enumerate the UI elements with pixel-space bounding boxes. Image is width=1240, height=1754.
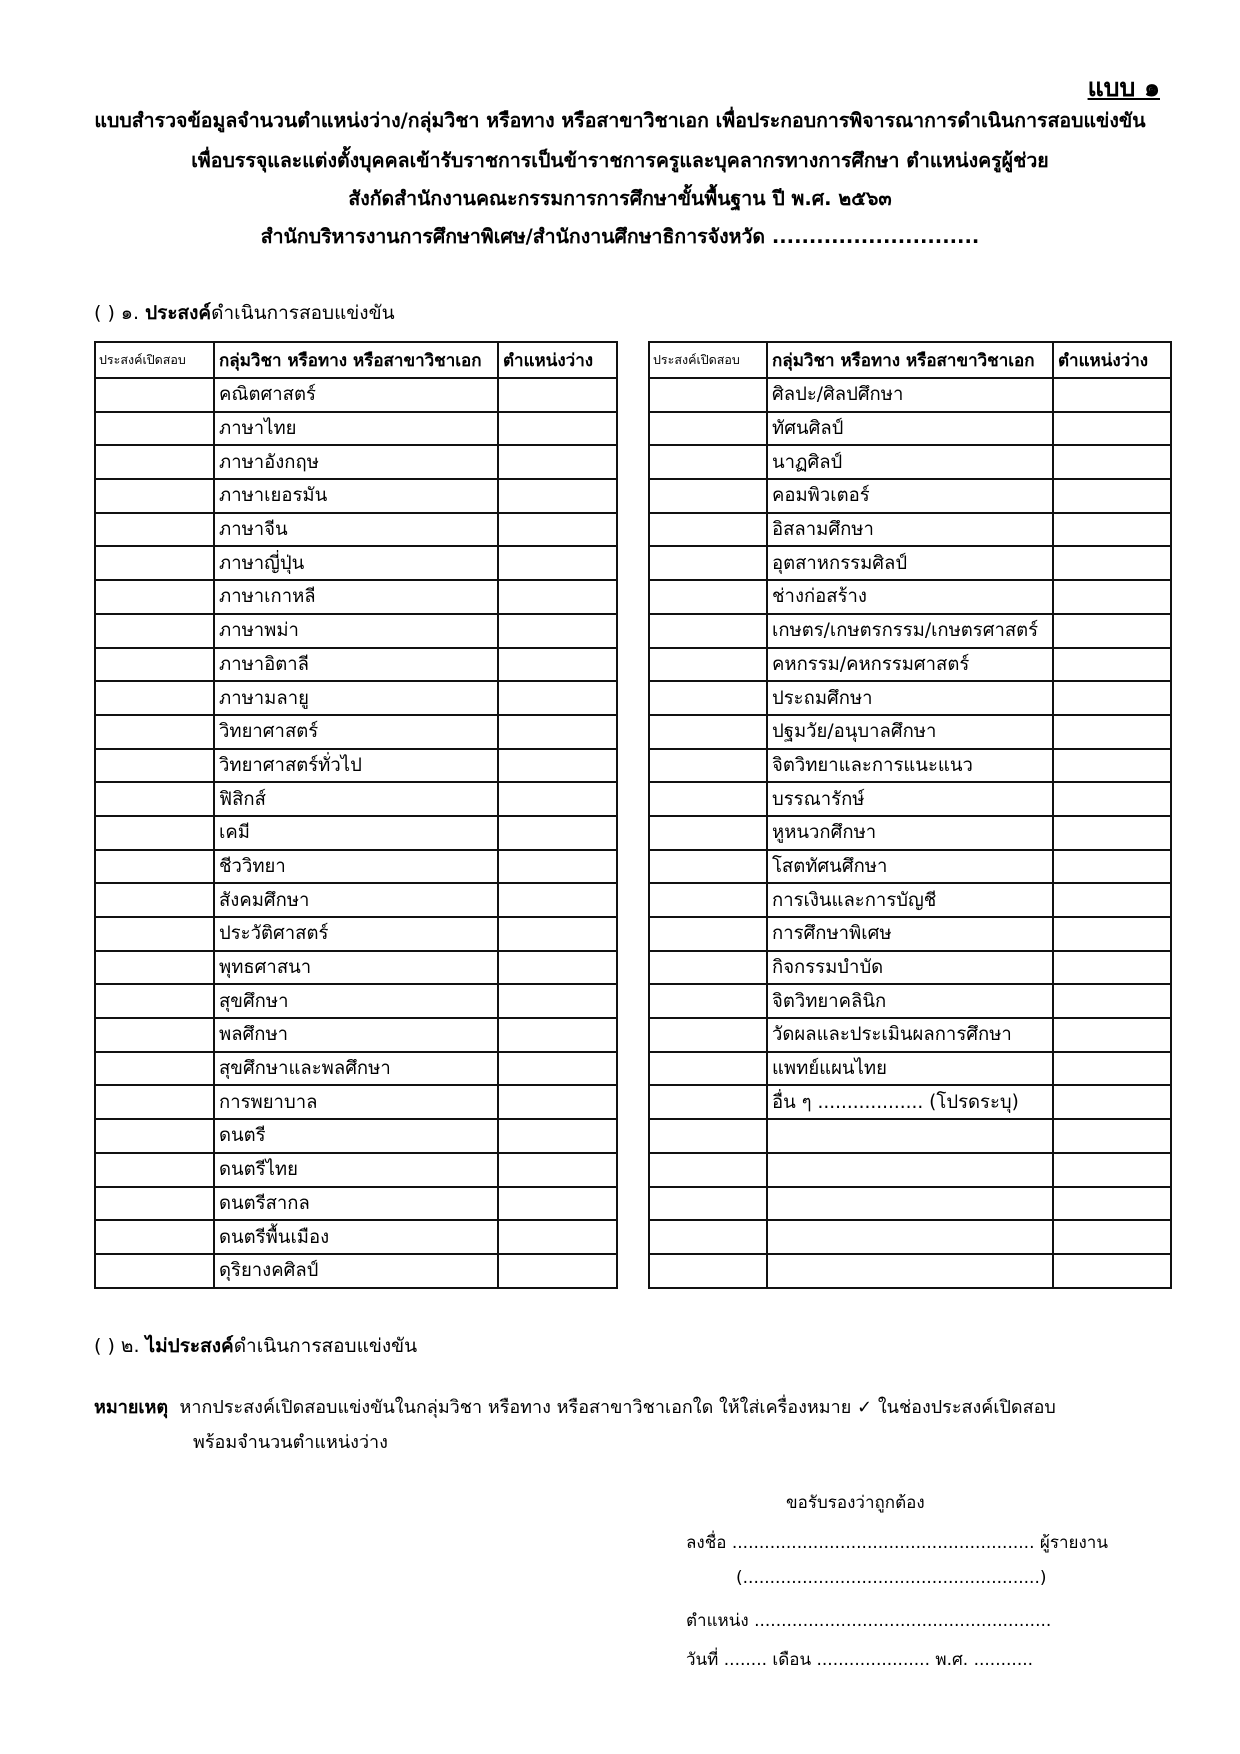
want-exam-cell[interactable]: [95, 917, 214, 951]
table-row: [649, 1254, 1171, 1288]
table-row: [649, 850, 1171, 884]
table-header-row: [649, 342, 1171, 378]
want-exam-cell[interactable]: [95, 1052, 214, 1086]
subject-cell: [767, 1187, 1053, 1221]
want-exam-cell[interactable]: [95, 445, 214, 479]
subject-cell: ช่างก่อสร้าง: [767, 580, 1053, 614]
vacancies-cell[interactable]: [498, 378, 617, 412]
header-vacancies: ตำแหน่งว่าง: [1053, 342, 1171, 378]
vacancies-cell[interactable]: [498, 513, 617, 547]
option-1-text: ดำเนินการสอบแข่งขัน: [211, 302, 395, 324]
want-exam-cell[interactable]: [649, 546, 767, 580]
title-line-3: สังกัดสำนักงานคณะกรรมการการศึกษาขั้นพื้นฐาน ปี พ.ศ. ๒๕๖๓: [348, 187, 892, 210]
vacancies-cell[interactable]: [1053, 883, 1171, 917]
want-exam-cell[interactable]: [649, 749, 767, 783]
subject-cell: ดนตรีพื้นเมือง: [214, 1220, 498, 1254]
vacancies-cell[interactable]: [1053, 984, 1171, 1018]
vacancies-cell[interactable]: [1053, 1085, 1171, 1119]
subject-cell: ภาษามลายู: [214, 681, 498, 715]
subject-cell: สุขศึกษา: [214, 984, 498, 1018]
subject-cell: ภาษาเกาหลี: [214, 580, 498, 614]
table-row: [649, 580, 1171, 614]
vacancies-cell[interactable]: [498, 917, 617, 951]
table-row: [649, 445, 1171, 479]
want-exam-cell[interactable]: [95, 1119, 214, 1153]
want-exam-cell[interactable]: [649, 1254, 767, 1288]
subject-cell: ภาษาเยอรมัน: [214, 479, 498, 513]
vacancies-cell[interactable]: [498, 782, 617, 816]
table-row: [649, 1018, 1171, 1052]
option-2-checkbox[interactable]: ( ): [94, 1335, 115, 1357]
want-exam-cell[interactable]: [649, 378, 767, 412]
vacancies-cell[interactable]: [498, 850, 617, 884]
vacancies-cell[interactable]: [1053, 479, 1171, 513]
option-1-bold: ประสงค์: [145, 302, 212, 324]
want-exam-cell[interactable]: [95, 648, 214, 682]
want-exam-cell[interactable]: [649, 681, 767, 715]
vacancies-cell[interactable]: [498, 1018, 617, 1052]
subject-cell: วัดผลและประเมินผลการศึกษา: [767, 1018, 1053, 1052]
table-row: [649, 513, 1171, 547]
form-code: แบบ ๑: [1087, 73, 1160, 102]
subject-cell: [767, 1119, 1053, 1153]
subject-cell: ดนตรีสากล: [214, 1187, 498, 1221]
subject-cell: คหกรรม/คหกรรมศาสตร์: [767, 648, 1053, 682]
option-2-bold: ไม่ประสงค์: [145, 1335, 234, 1357]
subject-cell: หูหนวกศึกษา: [767, 816, 1053, 850]
vacancies-cell[interactable]: [498, 715, 617, 749]
subject-cell: แพทย์แผนไทย: [767, 1052, 1053, 1086]
subject-cell: กิจกรรมบำบัด: [767, 951, 1053, 985]
table-row: [649, 883, 1171, 917]
want-exam-cell[interactable]: [649, 412, 767, 446]
table-row: [95, 1085, 617, 1119]
option-1: [94, 298, 395, 328]
vacancies-cell[interactable]: [1053, 782, 1171, 816]
subject-cell: ภาษาพม่า: [214, 614, 498, 648]
want-exam-cell[interactable]: [95, 378, 214, 412]
note-text-1: หากประสงค์เปิดสอบแข่งขันในกลุ่มวิชา หรือทาง หรือสาขาวิชาเอกใด ให้ใส่เครื่องหมาย: [179, 1397, 852, 1418]
want-exam-cell[interactable]: [95, 1220, 214, 1254]
want-exam-cell[interactable]: [649, 1018, 767, 1052]
vacancies-cell[interactable]: [1053, 749, 1171, 783]
vacancies-cell[interactable]: [498, 479, 617, 513]
want-exam-cell[interactable]: [95, 546, 214, 580]
want-exam-cell[interactable]: [649, 1220, 767, 1254]
vacancies-cell[interactable]: [498, 648, 617, 682]
header-vacancies: ตำแหน่งว่าง: [498, 342, 617, 378]
check-mark-icon: ✓: [857, 1397, 873, 1418]
vacancies-cell[interactable]: [1053, 580, 1171, 614]
subject-cell: ดุริยางคศิลป์: [214, 1254, 498, 1288]
subject-cell: ศิลปะ/ศิลปศึกษา: [767, 378, 1053, 412]
subjects-table-left: [94, 341, 618, 1289]
table-row: [95, 445, 617, 479]
table-row: [649, 984, 1171, 1018]
want-exam-cell[interactable]: [649, 951, 767, 985]
subject-cell: การศึกษาพิเศษ: [767, 917, 1053, 951]
subject-cell: บรรณารักษ์: [767, 782, 1053, 816]
subject-cell: ภาษาญี่ปุ่น: [214, 546, 498, 580]
table-row: [95, 1119, 617, 1153]
want-exam-cell[interactable]: [95, 1018, 214, 1052]
table-row: [649, 1153, 1171, 1187]
vacancies-cell[interactable]: [498, 1052, 617, 1086]
table-row: [95, 580, 617, 614]
position-line[interactable]: ตำแหน่ง .......................................................: [686, 1611, 1052, 1631]
vacancies-cell[interactable]: [498, 1220, 617, 1254]
want-exam-cell[interactable]: [649, 1119, 767, 1153]
vacancies-cell[interactable]: [498, 951, 617, 985]
table-row: [95, 1254, 617, 1288]
vacancies-cell[interactable]: [498, 1085, 617, 1119]
table-row: [95, 412, 617, 446]
want-exam-cell[interactable]: [95, 614, 214, 648]
want-exam-cell[interactable]: [95, 816, 214, 850]
vacancies-cell[interactable]: [498, 580, 617, 614]
vacancies-cell[interactable]: [1053, 513, 1171, 547]
table-row: [95, 984, 617, 1018]
want-exam-cell[interactable]: [649, 1052, 767, 1086]
vacancies-cell[interactable]: [498, 546, 617, 580]
table-row: [649, 1119, 1171, 1153]
subject-cell: นาฏศิลป์: [767, 445, 1053, 479]
note-line-1: [94, 1392, 1056, 1421]
want-exam-cell[interactable]: [649, 917, 767, 951]
subject-cell: ทัศนศิลป์: [767, 412, 1053, 446]
want-exam-cell[interactable]: [649, 614, 767, 648]
want-exam-cell[interactable]: [95, 1153, 214, 1187]
want-exam-cell[interactable]: [95, 749, 214, 783]
subject-cell: [767, 1220, 1053, 1254]
vacancies-cell[interactable]: [498, 816, 617, 850]
subject-cell: จิตวิทยาและการแนะแนว: [767, 749, 1053, 783]
want-exam-cell[interactable]: [95, 412, 214, 446]
want-exam-cell[interactable]: [95, 1085, 214, 1119]
want-exam-cell[interactable]: [649, 816, 767, 850]
want-exam-cell[interactable]: [95, 850, 214, 884]
vacancies-cell[interactable]: [498, 883, 617, 917]
vacancies-cell[interactable]: [498, 681, 617, 715]
option-2-number: ๒.: [120, 1335, 140, 1357]
subject-cell: สุขศึกษาและพลศึกษา: [214, 1052, 498, 1086]
table-header-row: [95, 342, 617, 378]
table-row: [95, 1153, 617, 1187]
subject-cell: คณิตศาสตร์: [214, 378, 498, 412]
vacancies-cell[interactable]: [498, 1254, 617, 1288]
want-exam-cell[interactable]: [95, 1254, 214, 1288]
note-text-2: ในช่องประสงค์เปิดสอบ: [877, 1397, 1056, 1418]
vacancies-cell[interactable]: [1053, 1153, 1171, 1187]
table-row: [95, 749, 617, 783]
want-exam-cell[interactable]: [95, 580, 214, 614]
want-exam-cell[interactable]: [649, 580, 767, 614]
vacancies-cell[interactable]: [1053, 715, 1171, 749]
want-exam-cell[interactable]: [649, 883, 767, 917]
vacancies-cell[interactable]: [1053, 1220, 1171, 1254]
subject-cell: ปฐมวัย/อนุบาลศึกษา: [767, 715, 1053, 749]
subject-cell: ดนตรี: [214, 1119, 498, 1153]
table-row: [649, 681, 1171, 715]
vacancies-cell[interactable]: [498, 445, 617, 479]
subject-cell: ชีววิทยา: [214, 850, 498, 884]
vacancies-cell[interactable]: [498, 1153, 617, 1187]
subject-cell: เกษตร/เกษตรกรรม/เกษตรศาสตร์: [767, 614, 1053, 648]
header-subject: กลุ่มวิชา หรือทาง หรือสาขาวิชาเอก: [214, 342, 498, 378]
subject-cell: เคมี: [214, 816, 498, 850]
want-exam-cell[interactable]: [95, 883, 214, 917]
table-row: [649, 648, 1171, 682]
title-line-1: แบบสำรวจข้อมูลจำนวนตำแหน่งว่าง/กลุ่มวิชา หรือทาง หรือสาขาวิชาเอก เพื่อประกอบการพิจารณาการดำเนินการสอบแข่งขัน: [94, 109, 1146, 132]
table-row: [649, 1187, 1171, 1221]
subject-cell: โสตทัศนศึกษา: [767, 850, 1053, 884]
table-row: [649, 546, 1171, 580]
subject-cell: จิตวิทยาคลินิก: [767, 984, 1053, 1018]
subject-cell: ฟิสิกส์: [214, 782, 498, 816]
vacancies-cell[interactable]: [1053, 1187, 1171, 1221]
table-row: [649, 782, 1171, 816]
want-exam-cell[interactable]: [649, 984, 767, 1018]
want-exam-cell[interactable]: [95, 951, 214, 985]
vacancies-cell[interactable]: [1053, 1254, 1171, 1288]
vacancies-cell[interactable]: [1053, 816, 1171, 850]
date-line[interactable]: วันที่ ........ เดือน ..................... พ.ศ. ...........: [686, 1650, 1034, 1670]
header-want-exam: ประสงค์เปิดสอบ: [95, 342, 214, 378]
want-exam-cell[interactable]: [95, 715, 214, 749]
subject-cell: พลศึกษา: [214, 1018, 498, 1052]
want-exam-cell[interactable]: [95, 479, 214, 513]
vacancies-cell[interactable]: [1053, 1018, 1171, 1052]
certify-text: ขอรับรองว่าถูกต้อง: [786, 1493, 925, 1513]
want-exam-cell[interactable]: [649, 648, 767, 682]
table-row: [95, 648, 617, 682]
vacancies-cell[interactable]: [1053, 681, 1171, 715]
table-row: [95, 1220, 617, 1254]
subject-cell: ภาษาไทย: [214, 412, 498, 446]
table-row: [95, 782, 617, 816]
table-row: [95, 850, 617, 884]
subject-cell: วิทยาศาสตร์: [214, 715, 498, 749]
subjects-table-right: [648, 341, 1172, 1289]
want-exam-cell[interactable]: [649, 479, 767, 513]
vacancies-cell[interactable]: [1053, 1119, 1171, 1153]
table-row: [95, 951, 617, 985]
subject-cell: ภาษาจีน: [214, 513, 498, 547]
want-exam-cell[interactable]: [649, 1187, 767, 1221]
want-exam-cell[interactable]: [649, 782, 767, 816]
vacancies-cell[interactable]: [1053, 412, 1171, 446]
title-line-2: เพื่อบรรจุและแต่งตั้งบุคคลเข้ารับราชการเป็นข้าราชการครูและบุคลากรทางการศึกษา ตำแหน่งครูผู้ช่วย: [191, 149, 1049, 172]
vacancies-cell[interactable]: [1053, 445, 1171, 479]
want-exam-cell[interactable]: [95, 513, 214, 547]
vacancies-cell[interactable]: [1053, 850, 1171, 884]
table-row: [649, 412, 1171, 446]
vacancies-cell[interactable]: [1053, 546, 1171, 580]
subject-cell: คอมพิวเตอร์: [767, 479, 1053, 513]
table-row: [95, 513, 617, 547]
table-row: [95, 1187, 617, 1221]
table-row: [649, 479, 1171, 513]
subject-cell: ภาษาอังกฤษ: [214, 445, 498, 479]
subject-cell: อุตสาหกรรมศิลป์: [767, 546, 1053, 580]
vacancies-cell[interactable]: [498, 1187, 617, 1221]
signature-line[interactable]: ลงชื่อ ........................................................ ผู้รายงาน: [686, 1533, 1108, 1553]
subject-cell: วิทยาศาสตร์ทั่วไป: [214, 749, 498, 783]
table-row: [649, 816, 1171, 850]
table-row: [95, 1052, 617, 1086]
want-exam-cell[interactable]: [649, 850, 767, 884]
subject-cell: การพยาบาล: [214, 1085, 498, 1119]
title-line-4: สำนักบริหารงานการศึกษาพิเศษ/สำนักงานศึกษาธิการจังหวัด ............................: [260, 225, 980, 248]
subject-cell: ประถมศึกษา: [767, 681, 1053, 715]
want-exam-cell[interactable]: [95, 782, 214, 816]
vacancies-cell[interactable]: [1053, 614, 1171, 648]
header-subject: กลุ่มวิชา หรือทาง หรือสาขาวิชาเอก: [767, 342, 1053, 378]
vacancies-cell[interactable]: [1053, 951, 1171, 985]
table-row: [649, 1052, 1171, 1086]
table-row: [649, 1085, 1171, 1119]
vacancies-cell[interactable]: [498, 984, 617, 1018]
subject-cell: พุทธศาสนา: [214, 951, 498, 985]
table-row: [649, 749, 1171, 783]
table-row: [95, 883, 617, 917]
option-1-number: ๑.: [120, 302, 140, 324]
subject-cell: อิสลามศึกษา: [767, 513, 1053, 547]
table-row: [95, 614, 617, 648]
subject-cell: ประวัติศาสตร์: [214, 917, 498, 951]
subject-cell: สังคมศึกษา: [214, 883, 498, 917]
table-row: [95, 479, 617, 513]
vacancies-cell[interactable]: [498, 614, 617, 648]
note-label: หมายเหตุ: [94, 1397, 169, 1418]
want-exam-cell[interactable]: [649, 445, 767, 479]
note-line-2: พร้อมจำนวนตำแหน่งว่าง: [193, 1432, 388, 1453]
vacancies-cell[interactable]: [498, 1119, 617, 1153]
want-exam-cell[interactable]: [649, 1085, 767, 1119]
vacancies-cell[interactable]: [1053, 648, 1171, 682]
table-row: [649, 951, 1171, 985]
subject-cell: การเงินและการบัญชี: [767, 883, 1053, 917]
vacancies-cell[interactable]: [498, 749, 617, 783]
subject-cell: ดนตรีไทย: [214, 1153, 498, 1187]
table-row: [649, 614, 1171, 648]
name-line[interactable]: (.......................................................): [736, 1568, 1047, 1588]
table-row: [95, 378, 617, 412]
subject-cell: ภาษาอิตาลี: [214, 648, 498, 682]
table-row: [95, 1018, 617, 1052]
option-1-checkbox[interactable]: ( ): [94, 302, 115, 324]
header-want-exam: ประสงค์เปิดสอบ: [649, 342, 767, 378]
vacancies-cell[interactable]: [1053, 1052, 1171, 1086]
vacancies-cell[interactable]: [1053, 378, 1171, 412]
vacancies-cell[interactable]: [498, 412, 617, 446]
subject-cell: [767, 1254, 1053, 1288]
want-exam-cell[interactable]: [95, 1187, 214, 1221]
vacancies-cell[interactable]: [1053, 917, 1171, 951]
option-2-text: ดำเนินการสอบแข่งขัน: [233, 1335, 418, 1357]
table-row: [649, 715, 1171, 749]
want-exam-cell[interactable]: [649, 715, 767, 749]
want-exam-cell[interactable]: [95, 681, 214, 715]
table-row: [649, 917, 1171, 951]
table-row: [95, 816, 617, 850]
subject-cell: [767, 1153, 1053, 1187]
option-2: [94, 1331, 417, 1361]
subject-cell: อื่น ๆ .................. (โปรดระบุ): [767, 1085, 1053, 1119]
table-row: [95, 681, 617, 715]
want-exam-cell[interactable]: [95, 984, 214, 1018]
table-row: [95, 546, 617, 580]
table-row: [649, 378, 1171, 412]
table-row: [649, 1220, 1171, 1254]
want-exam-cell[interactable]: [649, 1153, 767, 1187]
table-row: [95, 917, 617, 951]
want-exam-cell[interactable]: [649, 513, 767, 547]
table-row: [95, 715, 617, 749]
